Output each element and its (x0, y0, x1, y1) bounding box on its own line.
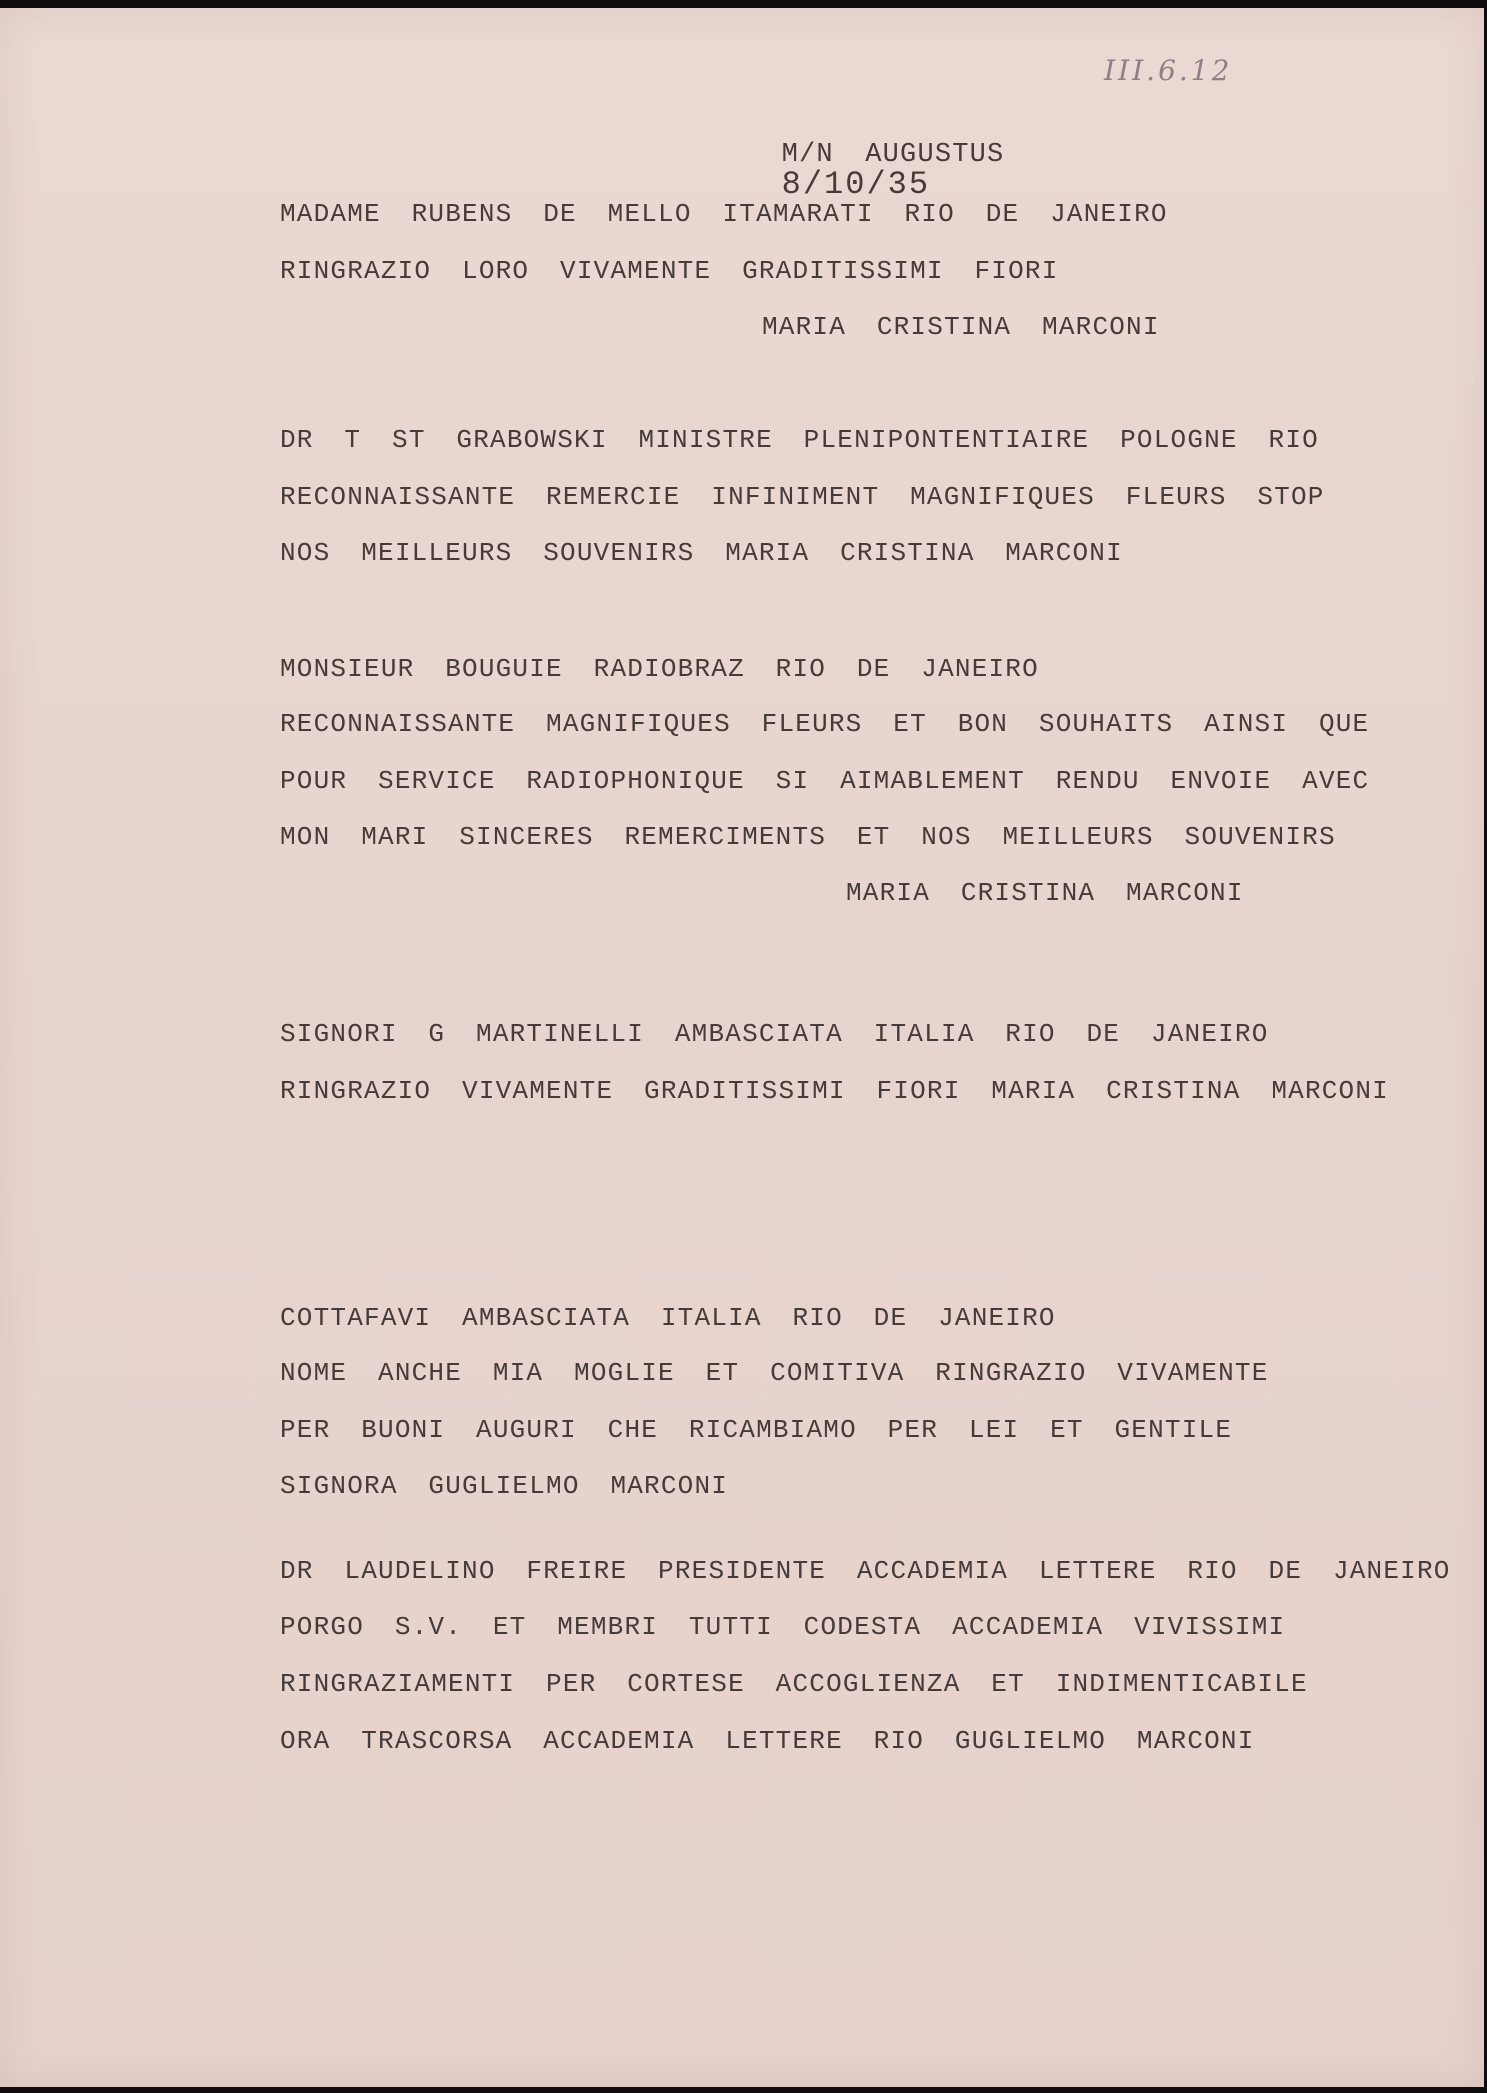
telegram-body: NOME ANCHE MIA MOGLIE ET COMITIVA RINGRAZIO VIVAMENTE (280, 1358, 1269, 1388)
telegram-signature: MARIA CRISTINA MARCONI (762, 312, 1160, 342)
telegram-body: RINGRAZIAMENTI PER CORTESE ACCOGLIENZA ET INDIMENTICABILE (280, 1669, 1308, 1699)
telegram-body: ORA TRASCORSA ACCADEMIA LETTERE RIO GUGLIELMO MARCONI (280, 1726, 1255, 1756)
telegram-body: MON MARI SINCERES REMERCIMENTS ET NOS MEILLEURS SOUVENIRS (280, 822, 1336, 852)
telegram-address: MADAME RUBENS DE MELLO ITAMARATI RIO DE JANEIRO (280, 199, 1168, 229)
telegram-address: DR LAUDELINO FREIRE PRESIDENTE ACCADEMIA LETTERE RIO DE JANEIRO (280, 1556, 1451, 1586)
telegram-body: PER BUONI AUGURI CHE RICAMBIAMO PER LEI ET GENTILE (280, 1415, 1233, 1445)
typed-page (0, 8, 1484, 2087)
telegram-address: MONSIEUR BOUGUIE RADIOBRAZ RIO DE JANEIRO (280, 654, 1039, 684)
archive-reference-text: III.6.12 (1104, 54, 1233, 87)
telegram-signature: MARIA CRISTINA MARCONI (846, 878, 1244, 908)
header-date: 8/10/35 (781, 166, 931, 203)
ship-name: M/N AUGUSTUS (781, 140, 1005, 170)
telegram-body: POUR SERVICE RADIOPHONIQUE SI AIMABLEMENT RENDU ENVOIE AVEC (280, 766, 1370, 796)
telegram-body: RECONNAISSANTE REMERCIE INFINIMENT MAGNIFIQUES FLEURS STOP (280, 482, 1325, 512)
telegram-address: SIGNORI G MARTINELLI AMBASCIATA ITALIA RIO DE JANEIRO (280, 1019, 1269, 1049)
telegram-body: PORGO S.V. ET MEMBRI TUTTI CODESTA ACCADEMIA VIVISSIMI (280, 1612, 1286, 1642)
telegram-body: RECONNAISSANTE MAGNIFIQUES FLEURS ET BON SOUHAITS AINSI QUE (280, 709, 1370, 739)
telegram-body: RINGRAZIO LORO VIVAMENTE GRADITISSIMI FIORI (280, 256, 1059, 286)
telegram-body: NOS MEILLEURS SOUVENIRS MARIA CRISTINA MARCONI (280, 538, 1123, 568)
telegram-body: SIGNORA GUGLIELMO MARCONI (280, 1471, 729, 1501)
telegram-address: DR T ST GRABOWSKI MINISTRE PLENIPONTENTIAIRE POLOGNE RIO (280, 425, 1319, 455)
archive-reference (1104, 54, 1232, 87)
telegram-body: RINGRAZIO VIVAMENTE GRADITISSIMI FIORI MARIA CRISTINA MARCONI (280, 1076, 1389, 1106)
telegram-address: COTTAFAVI AMBASCIATA ITALIA RIO DE JANEIRO (280, 1303, 1056, 1333)
